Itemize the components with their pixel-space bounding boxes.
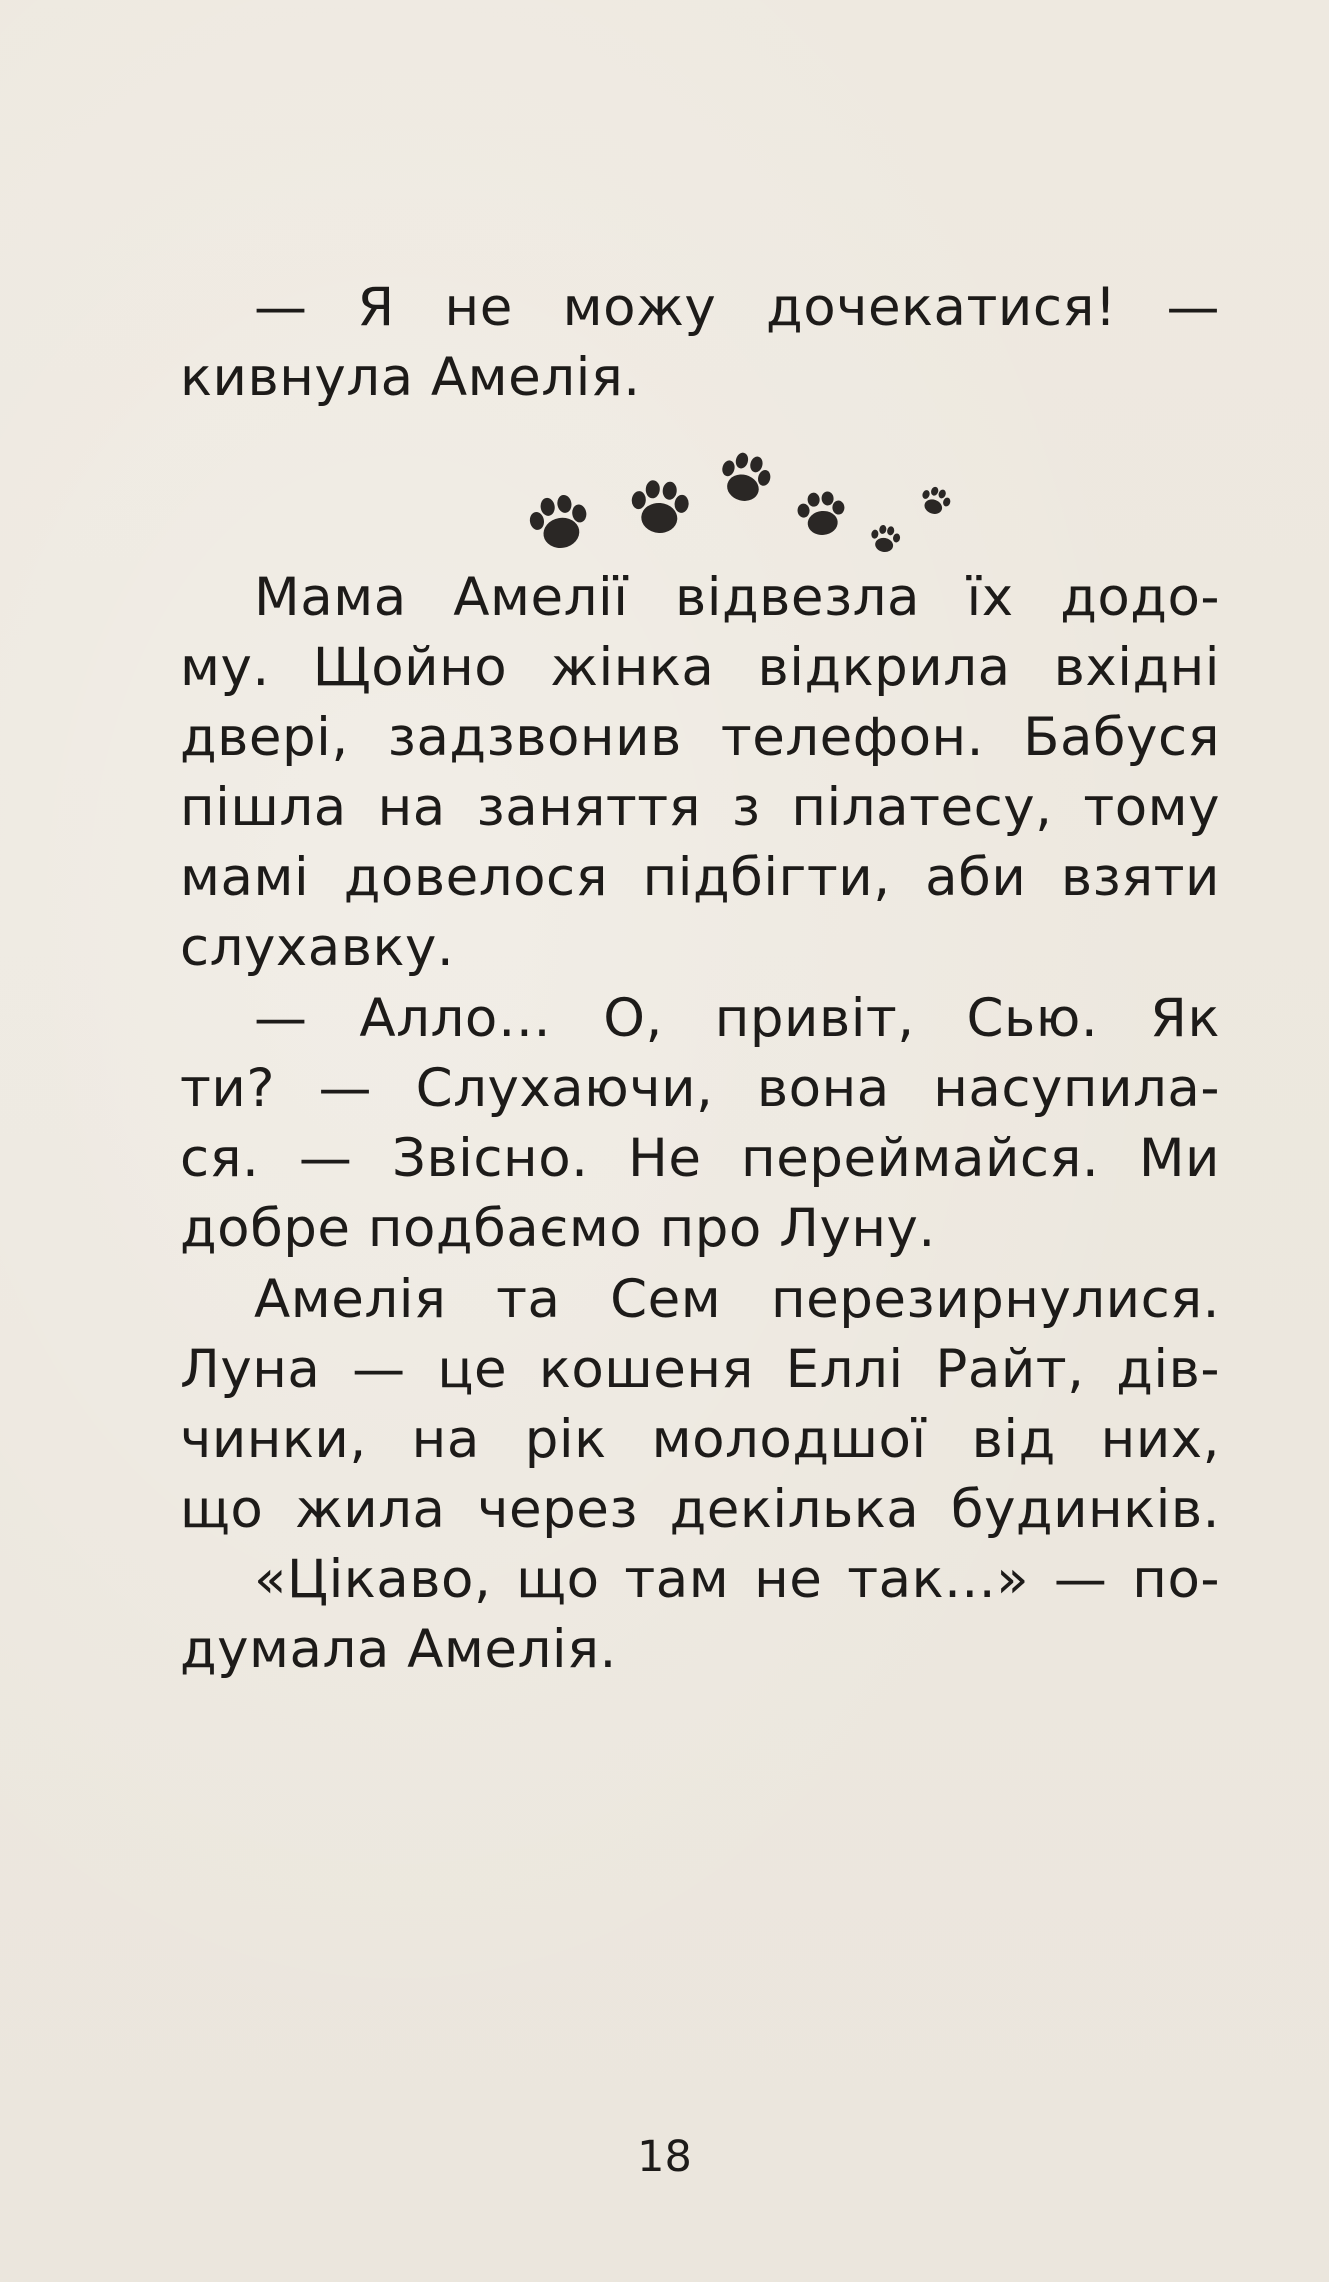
text-line: слухавку. bbox=[180, 917, 455, 978]
text-line: — Я не можу дочекатися! — bbox=[254, 277, 1220, 338]
text-line: ся. — Звісно. Не переймайся. Ми bbox=[180, 1128, 1220, 1189]
text-line: ти? — Слухаючи, вона насупила- bbox=[180, 1058, 1220, 1119]
page-number: 18 bbox=[637, 2132, 692, 2182]
text-line: Луна — це кошеня Еллі Райт, дів- bbox=[180, 1339, 1220, 1400]
paragraph bbox=[180, 1265, 1220, 1545]
text-line: чинки, на рік молодшої від них, bbox=[180, 1409, 1220, 1470]
text-line: пішла на заняття з пілатесу, тому bbox=[180, 777, 1220, 838]
paragraph bbox=[180, 1545, 1220, 1685]
paragraph bbox=[180, 273, 1220, 413]
text-line: «Цікаво, що там не так...» — по- bbox=[254, 1549, 1220, 1610]
paragraph bbox=[180, 563, 1220, 983]
ornament-gap bbox=[180, 413, 1220, 563]
text-line: двері, задзвонив телефон. Бабуся bbox=[180, 707, 1220, 768]
text-line: Амелія та Сем перезирнулися. bbox=[254, 1269, 1220, 1330]
text-line: Мама Амелії відвезла їх додо- bbox=[254, 567, 1220, 628]
text-line: думала Амелія. bbox=[180, 1619, 617, 1680]
text-line: му. Щойно жінка відкрила вхідні bbox=[180, 637, 1220, 698]
text-line: добре подбаємо про Луну. bbox=[180, 1198, 936, 1259]
text-line: мамі довелося підбігти, аби взяти bbox=[180, 847, 1220, 908]
text-line: кивнула Амелія. bbox=[180, 347, 641, 408]
text-line: — Алло… О, привіт, Сью. Як bbox=[254, 988, 1220, 1049]
text-line: що жила через декілька будинків. bbox=[180, 1479, 1220, 1540]
body-text bbox=[180, 273, 1220, 1685]
paragraph bbox=[180, 984, 1220, 1264]
